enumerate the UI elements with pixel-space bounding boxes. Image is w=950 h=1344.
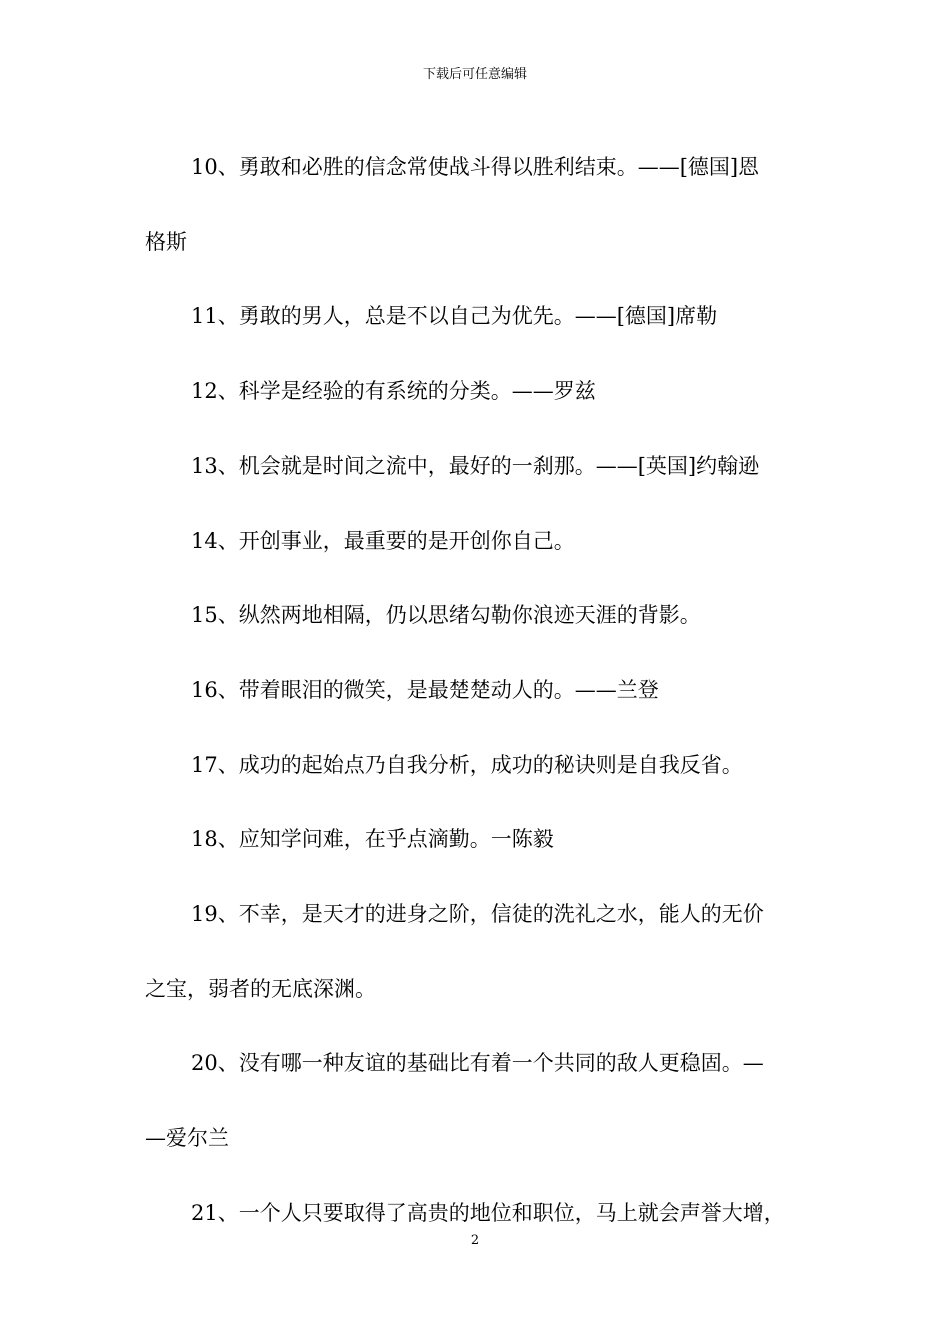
paragraph-line: 17、成功的起始点乃自我分析，成功的秘诀则是自我反省。 <box>191 752 743 777</box>
quote-paragraph-16 <box>145 653 810 728</box>
paragraph-line: 13、机会就是时间之流中，最好的一刹那。——[英国]约翰逊 <box>191 453 760 478</box>
paragraph-line: 10、勇敢和必胜的信念常使战斗得以胜利结束。——[德国]恩 <box>191 155 760 179</box>
quote-paragraph-17 <box>145 728 810 803</box>
paragraph-line: 21、一个人只要取得了高贵的地位和职位，马上就会声誉大增， <box>191 1200 785 1225</box>
paragraph-line: 之宝，弱者的无底深渊。 <box>145 976 376 1001</box>
quote-paragraph-12 <box>145 354 810 429</box>
document-body <box>145 130 810 1251</box>
quote-paragraph-19 <box>145 877 810 1026</box>
paragraph-line: 19、不幸，是天才的进身之阶，信徒的洗礼之水，能人的无价 <box>191 902 764 927</box>
paragraph-line: 20、没有哪一种友谊的基础比有着一个共同的敌人更稳固。— <box>191 1051 764 1076</box>
quote-paragraph-14 <box>145 504 810 579</box>
paragraph-line: 格斯 <box>145 229 187 254</box>
paragraph-line: 12、科学是经验的有系统的分类。——罗兹 <box>191 379 596 404</box>
paragraph-line: 18、应知学问难，在乎点滴勤。一陈毅 <box>191 827 554 852</box>
paragraph-line: 15、纵然两地相隔，仍以思绪勾勒你浪迹天涯的背影。 <box>191 603 701 628</box>
page-number: 2 <box>470 1233 480 1248</box>
paragraph-line: 14、开创事业，最重要的是开创你自己。 <box>191 528 575 553</box>
paragraph-line: 16、带着眼泪的微笑，是最楚楚动人的。——兰登 <box>191 677 659 702</box>
quote-paragraph-20 <box>145 1026 810 1175</box>
paragraph-line: 11、勇敢的男人，总是不以自己为优先。——[德国]席勒 <box>191 304 718 329</box>
quote-paragraph-13 <box>145 429 810 504</box>
quote-paragraph-15 <box>145 578 810 653</box>
quote-paragraph-18 <box>145 802 810 877</box>
quote-paragraph-10 <box>145 130 810 279</box>
quote-paragraph-11 <box>145 279 810 354</box>
page-header: 下载后可任意编辑 <box>422 67 527 82</box>
paragraph-line: —爱尔兰 <box>145 1126 229 1151</box>
